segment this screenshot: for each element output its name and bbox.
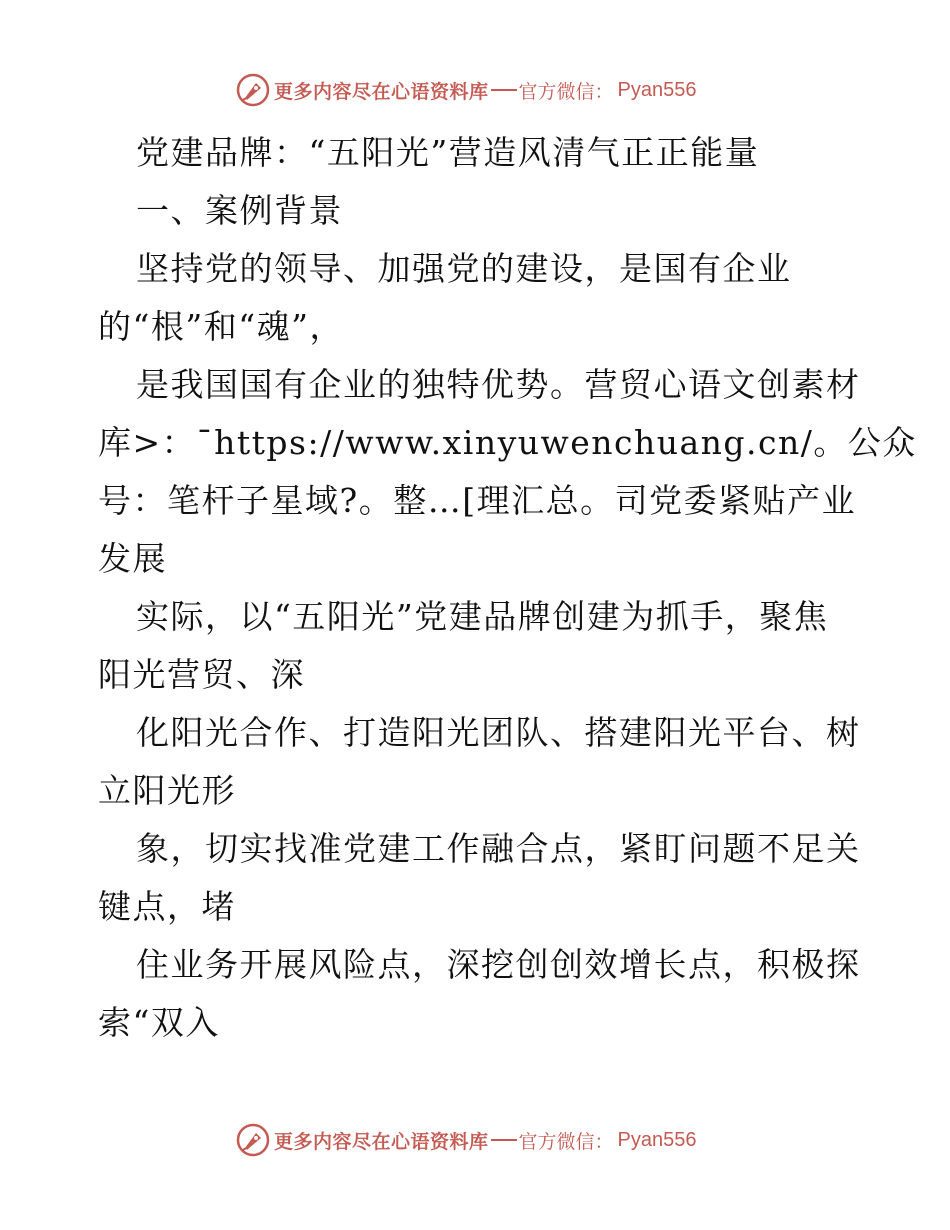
text-line: 坚持党的领导、加强党的建设，是国有企业 <box>136 249 792 288</box>
text-line: 的“根”和“魂”， <box>98 307 344 346</box>
document-title: 党建品牌：“五阳光”营造风清气正正能量 <box>136 133 760 172</box>
text-line: 是我国国有企业的独特优势。营贸心语文创素材 <box>136 365 861 404</box>
watermark-dash <box>491 89 517 91</box>
text-line: 索“双入 <box>98 1003 220 1042</box>
text-line: 阳光营贸、深 <box>98 655 305 694</box>
text-line: 化阳光合作、打造阳光团队、搭建阳光平台、树 <box>136 713 861 752</box>
pen-nib-logo-icon <box>236 73 270 107</box>
watermark-wechat-label: 官方微信： <box>518 1130 614 1153</box>
text-line: 住业务开展风险点，深挖创创效增长点，积极探 <box>136 945 861 984</box>
text-line: 发展 <box>98 539 167 578</box>
text-line: 象，切实找准党建工作融合点，紧盯问题不足关 <box>136 829 861 868</box>
document-body <box>98 124 917 1052</box>
watermark-site-text: 更多内容尽在心语资料库 <box>274 80 489 103</box>
watermark-site-text: 更多内容尽在心语资料库 <box>274 1130 489 1153</box>
text-line: 立阳光形 <box>98 771 236 810</box>
text-line: 号：笔杆子星域?。整…[理汇总。司党委紧贴产业 <box>98 481 857 520</box>
watermark-dash <box>491 1139 517 1141</box>
text-line: 键点，堵 <box>98 887 236 926</box>
watermark-account: Pyan556 <box>617 78 697 101</box>
watermark-account: Pyan556 <box>617 1128 697 1151</box>
text-line: 实际，以“五阳光”党建品牌创建为抓手，聚焦 <box>136 597 829 636</box>
text-line: 库>：¯https://www.xinyuwenchuang.cn/。公众 <box>98 423 917 462</box>
section-heading: 一、案例背景 <box>136 191 343 230</box>
footer-watermark <box>236 1122 716 1158</box>
watermark-wechat-label: 官方微信： <box>518 80 614 103</box>
pen-nib-logo-icon <box>236 1123 270 1157</box>
header-watermark <box>236 72 716 108</box>
